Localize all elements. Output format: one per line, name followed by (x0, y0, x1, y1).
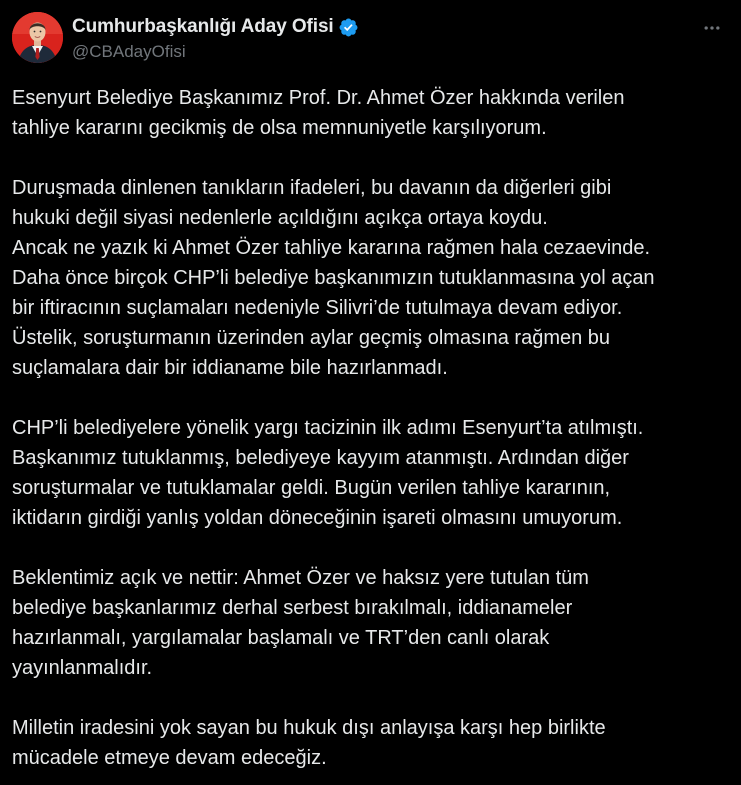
tweet-line: mücadele etmeye devam edeceğiz. (12, 747, 327, 769)
tweet-line: Ancak ne yazık ki Ahmet Özer tahliye kararına rağmen hala cezaevinde. (12, 237, 651, 259)
tweet-line: CHP’li belediyelere yönelik yargı tacizinin ilk adımı Esenyurt’ta atılmıştı. (12, 417, 644, 439)
tweet-line: suçlamalara dair bir iddianame bile hazırlanmadı. (12, 357, 448, 379)
tweet-line: belediye başkanlarımız derhal serbest bırakılmalı, iddianameler (12, 597, 573, 619)
tweet-paragraph (12, 563, 730, 683)
profile-photo (12, 12, 63, 63)
tweet-paragraph (12, 413, 730, 533)
verified-badge-icon[interactable] (338, 17, 359, 38)
tweet-line: iktidarın girdiği yanlış yoldan döneceğinin işareti olmasını umuyorum. (12, 507, 623, 529)
more-options-button[interactable] (695, 14, 729, 42)
more-horizontal-icon (702, 18, 722, 38)
tweet-header (12, 12, 729, 68)
handle[interactable]: @CBAdayOfisi (72, 42, 186, 61)
tweet-line: bir iftiracının suçlamaları nedeniyle Silivri’de tutulmaya devam ediyor. (12, 297, 623, 319)
tweet-line: Esenyurt Belediye Başkanımız Prof. Dr. Ahmet Özer hakkında verilen (12, 87, 625, 109)
tweet-line: Daha önce birçok CHP’li belediye başkanımızın tutuklanmasına yol açan (12, 267, 655, 289)
tweet-line: hukuki değil siyasi nedenlerle açıldığını açıkça ortaya koydu. (12, 207, 548, 229)
tweet-line: tahliye kararını gecikmiş de olsa memnuniyetle karşılıyorum. (12, 117, 547, 139)
tweet-line: Duruşmada dinlenen tanıkların ifadeleri, bu davanın da diğerleri gibi (12, 177, 612, 199)
tweet-line: hazırlanmalı, yargılamalar başlamalı ve TRT’den canlı olarak (12, 627, 550, 649)
display-name[interactable]: Cumhurbaşkanlığı Aday Ofisi (72, 16, 334, 37)
avatar[interactable] (12, 12, 63, 63)
author-block (72, 15, 359, 62)
tweet-paragraph (12, 83, 730, 143)
tweet-line: Milletin iradesini yok sayan bu hukuk dışı anlayışa karşı hep birlikte (12, 717, 606, 739)
tweet-line: Beklentimiz açık ve nettir: Ahmet Özer ve haksız yere tutulan tüm (12, 567, 589, 589)
tweet-line: Başkanımız tutuklanmış, belediyeye kayyım atanmıştı. Ardından diğer (12, 447, 629, 469)
tweet-line: Üstelik, soruşturmanın üzerinden aylar geçmiş olmasına rağmen bu (12, 327, 611, 349)
tweet-paragraph (12, 713, 730, 773)
tweet-text (12, 83, 730, 773)
tweet-line: yayınlanmalıdır. (12, 657, 153, 679)
name-row (72, 15, 359, 39)
tweet-line: soruşturmalar ve tutuklamalar geldi. Bugün verilen tahliye kararının, (12, 477, 611, 499)
tweet-paragraph (12, 173, 730, 383)
